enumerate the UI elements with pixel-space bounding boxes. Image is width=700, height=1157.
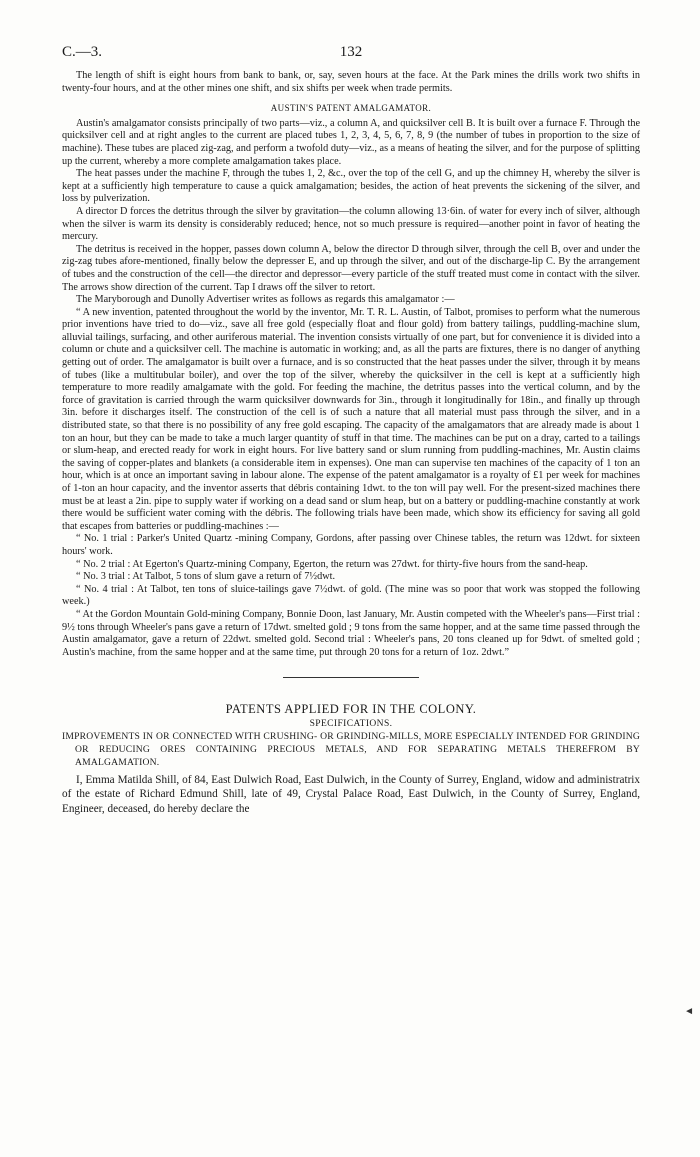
trial-paragraph: “ No. 1 trial : Parker's United Quartz -mining Company, Gordons, after passing over Chinese tables, the return was 12dwt. for sixteen hours' work.: [62, 533, 640, 557]
trial-paragraph: “ No. 2 trial : At Egerton's Quartz-mining Company, Egerton, the return was 27dwt. for thirty-five hours from the sand-heap.: [76, 558, 588, 570]
paragraph: I, Emma Matilda Shill, of 84, East Dulwich Road, East Dulwich, in the County of Surrey, England, widow and administratrix of the estate of Richard Edmund Shill, late of 49, Crystal Palace Road, East Dulwich, in the County of Surrey, England, Engineer, deceased, do hereby declare the: [62, 774, 640, 815]
paragraph: The length of shift is eight hours from bank to bank, or, say, seven hours at the face. At the Park mines the drills work two shifts in twenty-four hours, and at the other mines one shift, and six shifts per week when trade permits.: [62, 70, 640, 94]
page-header: [62, 44, 640, 70]
trial-paragraph: “ No. 3 trial : At Talbot, 5 tons of slum gave a return of 7½dwt.: [76, 571, 336, 583]
paragraph: Austin's amalgamator consists principally of two parts—viz., a column A, and quicksilver cell B. It is built over a furnace F. Through the quicksilver cell and at right angles to the current are placed tubes 1, 2, 3, 4, 5, 6, 7, 8, 9 (the number of tubes in proportion to the size of machine). These tubes are placed zig-zag, and perform a twofold duty—viz., as a means of heating the silver, and for the purpose of splitting up the current, whereby a more complete amalgamation takes place.: [62, 117, 640, 167]
paragraph: The heat passes under the machine F, through the tubes 1, 2, &c., over the top of the cell G, and up the chimney H, whereby the silver is kept at a sufficiently high temperature to cause a quick amalgamation; besides, the action of heat prevents the sickening of the silver, and loss by pulverization.: [62, 168, 640, 205]
specification-title: IMPROVEMENTS IN OR CONNECTED WITH CRUSHING- OR GRINDING-MILLS, MORE ESPECIALLY INTENDED FOR GRINDING OR REDUCING ORES CONTAINING PRECIOUS METALS, AND FOR SEPARATING METALS THEREFROM BY AMALGAMATION.: [62, 731, 640, 768]
section-heading: AUSTIN'S PATENT AMALGAMATOR.: [270, 103, 432, 114]
quoted-paragraph: “ A new invention, patented throughout the world by the inventor, Mr. T. R. L. Austin, of Talbot, promises to perform what the numerous prior inventions have tried to do—viz., save all free gold (especially float and flour gold) from battery tailings, puddling-machine slum, alluvial tailings, surfacing, and other auriferous material. The invention consists virtually of one part, but for convenience it is divided into a column or chute and a quicksilver cell. The machine is automatic in working; and, as all the parts are fixtures, there is no danger of anything getting out of order. The amalgamator is built over a furnace, and is so constructed that the heat passes under the silver, through it by means of tubes (like a multitubular boiler), and over the top of the silver, whereby the quicksilver in the cell is kept at a sufficiently high temperature to more readily amalgamate with the gold. For feeding the machine, the detritus passes into the vertical column, and by the force of gravitation is carried through the warm quicksilver downwards for 3in., through it longitudinally for 18in., and finally up through 3in. before it discharges itself. The construction of the cell is of such a nature that all material must pass through the silver, and in a distributed state, so that there is no possibility of any free gold escaping. The capacity of the amalgamators that are already made is about 1 ton an hour, but they can be made to take a much larger quantity of stuff in that time. The machines can be put on a dray, carted to a tailings or slum-heap, and erected ready for work in eight hours. For live battery sand or slum running from puddling-machines, Mr. Austin claims the saving of copper-plates and blankets (a considerable item in expenses). One man can supervise ten machines of the capacity of 1 ton an hour, which is at once an important saving in labour alone. The expense of the patent amalgamator is a royalty of £1 per week for machines of 1-ton an hour capacity, and the inventor asserts that débris containing 1dwt. to the ton will pay well. For the present-sized machines there must be at least a 2in. pipe to supply water if working on a dead sand or slum heap, but on a battery or puddling-machine constantly at work there would be sufficient water coming with the débris. The following trials have been made, which show its efficiency for saving all gold that escapes from batteries or puddling-machines :—: [62, 306, 640, 532]
trial-paragraph: “ No. 4 trial : At Talbot, ten tons of sluice-tailings gave 7½dwt. of gold. (The mine was so poor that work was stopped the following week.): [62, 583, 640, 608]
page-number: 132: [339, 44, 363, 60]
paragraph: A director D forces the detritus through the silver by gravitation—the column allowing 13·6in. of water for every inch of silver, although when the silver is warm its density is considerably reduced; hence, not so much pressure is required—another point in favor of heating the mercury.: [62, 205, 640, 243]
document-reference: C.—3.: [62, 44, 103, 60]
section-divider: [283, 677, 419, 678]
margin-arrow-icon: ◄: [684, 1006, 694, 1017]
section-heading: PATENTS APPLIED FOR IN THE COLONY.: [225, 702, 477, 717]
trial-paragraph: “ At the Gordon Mountain Gold-mining Company, Bonnie Doon, last January, Mr. Austin competed with the Wheeler's pans—First trial : 9½ tons through Wheeler's pans gave a return of 17dwt. smelted gold ; 9 tons from the same hopper, and at the same time passed through the Austin amalgamator, gave a return of 22dwt. smelted gold. Second trial : Wheeler's pans, 20 tons cleaned up for 9dwt. of smelted gold ; Austin's machine, from the same hopper and at the same time, put through 20 tons for a return of 1oz. 2dwt.”: [62, 608, 640, 658]
paragraph: The Maryborough and Dunolly Advertiser writes as follows as regards this amalgamator :—: [76, 294, 455, 306]
section-subheading: SPECIFICATIONS.: [309, 719, 393, 730]
document-page: [62, 44, 640, 816]
paragraph: The detritus is received in the hopper, passes down column A, below the director D through silver, through the cell B, over and under the zig-zag tubes afore-mentioned, finally below the depresser E, and up through the silver, and out of the discharge-lip C. By the arrangement of tubes and the construction of the cell—the director and depressor—every particle of the stuff treated must come in contact with the silver. The arrows show direction of the current. Tap I draws off the silver to retort.: [62, 243, 640, 293]
